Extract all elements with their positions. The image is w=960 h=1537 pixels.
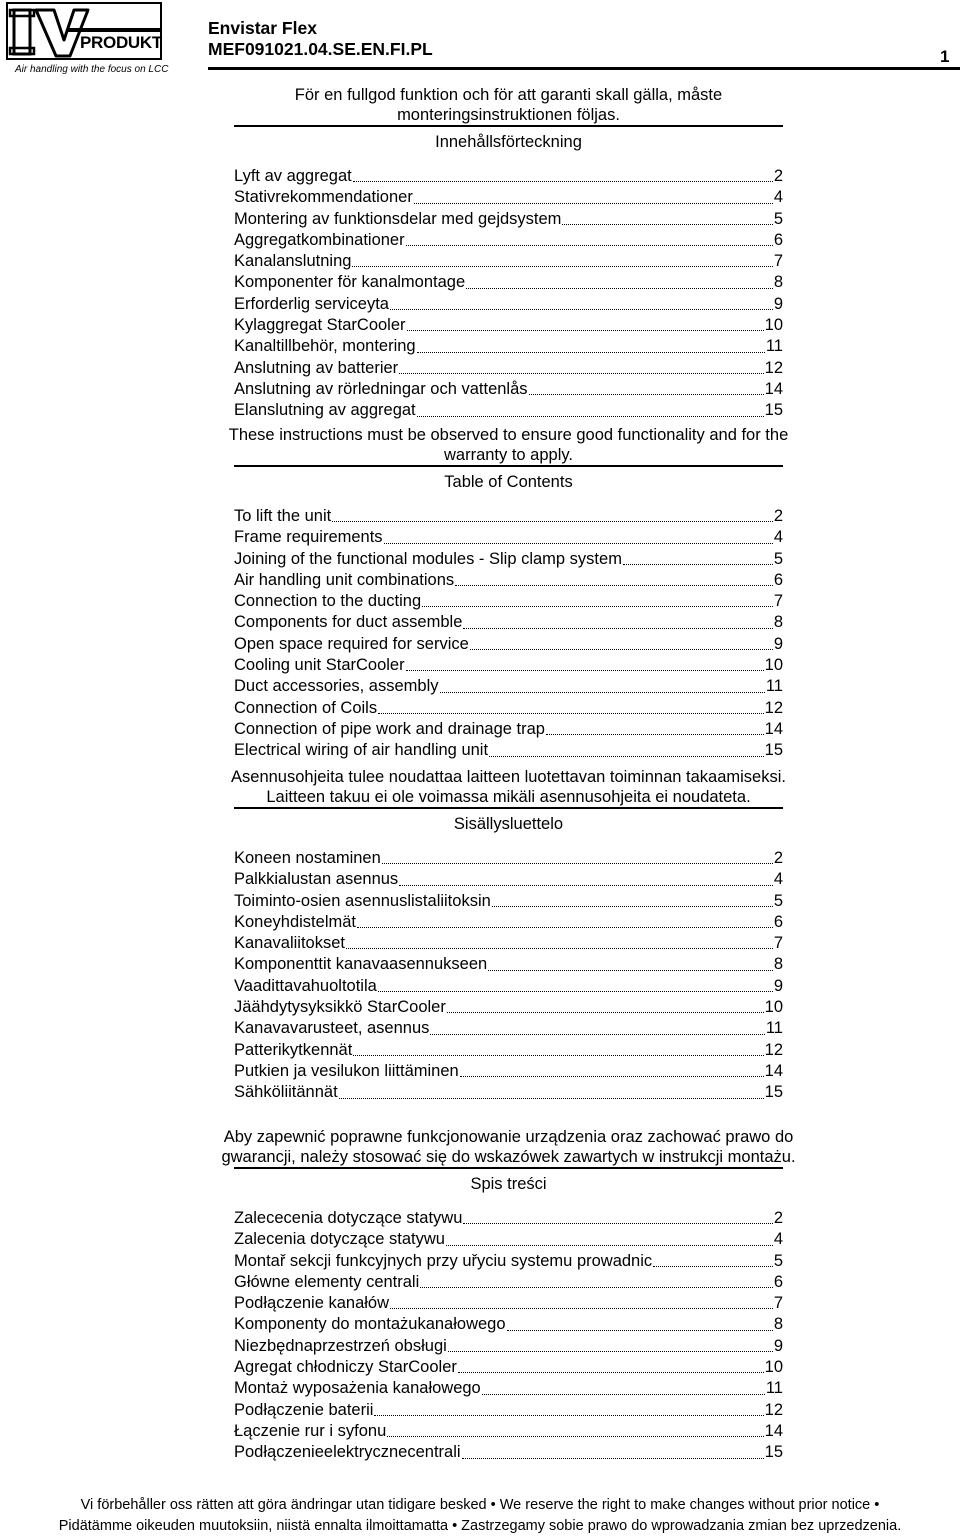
toc-leader-dots (440, 691, 765, 693)
toc-leader-dots (489, 755, 764, 757)
toc-leader-dots (488, 969, 773, 971)
toc-entry (234, 954, 783, 975)
toc-entry-page: 10 (764, 998, 783, 1017)
toc-leader-dots (463, 627, 772, 629)
toc-leader-dots (446, 1244, 773, 1246)
toc-leader-dots (562, 223, 772, 225)
toc-entry (234, 549, 783, 570)
company-logo (6, 2, 169, 76)
toc-entry-page: 7 (773, 592, 783, 611)
section-intro: These instructions must be observed to ensure good functionality and for the warranty to apply. (228, 426, 789, 464)
toc-entry (234, 1251, 783, 1272)
toc-entry-page: 15 (764, 741, 783, 760)
toc-entry-page: 12 (764, 1400, 783, 1419)
toc-leader-dots (374, 1414, 763, 1416)
toc-entry-title: Duct accessories, assembly (234, 677, 439, 696)
toc-entry-page: 12 (764, 358, 783, 377)
toc-entry (234, 655, 783, 676)
toc-entry-title: Anslutning av batterier (234, 358, 399, 377)
toc-entry (234, 1400, 783, 1421)
toc-leader-dots (382, 862, 773, 864)
toc-list (234, 1208, 783, 1464)
toc-entry (234, 1336, 783, 1357)
toc-entry (234, 612, 783, 633)
toc-entry-page: 10 (764, 656, 783, 675)
toc-entry (234, 891, 783, 912)
logo-brand-text: PRODUKT (80, 33, 162, 52)
toc-entry-title: Toiminto-osien asennuslistaliitoksin (234, 891, 491, 910)
iv-logo-graphic (6, 2, 162, 62)
toc-leader-dots (546, 733, 764, 735)
toc-leader-dots (447, 1011, 764, 1013)
toc-entry-page: 6 (773, 912, 783, 931)
toc-leader-dots (458, 1371, 764, 1373)
toc-leader-dots (430, 1033, 764, 1035)
toc-entry (234, 848, 783, 869)
toc-entry-title: Kanalanslutning (234, 252, 352, 271)
toc-entry-title: Zalecenia dotyczące statywu (234, 1230, 445, 1249)
toc-entry-title: Vaadittavahuoltotila (234, 976, 377, 995)
toc-entry-title: Lyft av aggregat (234, 167, 352, 185)
toc-leader-dots (346, 947, 773, 949)
toc-entry (234, 869, 783, 890)
toc-entry (234, 506, 783, 527)
toc-entry (234, 698, 783, 719)
toc-entry-title: Connection of Coils (234, 698, 378, 717)
toc-entry (234, 166, 783, 187)
toc-entry-page: 10 (764, 316, 783, 335)
toc-leader-dots (353, 1054, 763, 1056)
toc-entry-page: 9 (773, 294, 783, 313)
toc-entry-page: 5 (773, 891, 783, 910)
toc-entry-title: Główne elementy centrali (234, 1272, 420, 1291)
toc-entry-page: 4 (773, 870, 783, 889)
toc-entry (234, 1040, 783, 1061)
toc-leader-dots (529, 393, 764, 395)
toc-entry (234, 294, 783, 315)
page-number: 1 (940, 47, 950, 66)
toc-leader-dots (417, 351, 765, 353)
toc-entry-title: Joining of the functional modules - Slip clamp system (234, 549, 622, 568)
toc-entry-page: 11 (765, 1379, 783, 1398)
footer (0, 1495, 960, 1537)
toc-entry-title: Koneen nostaminen (234, 849, 381, 867)
toc-entry-page: 4 (773, 1230, 783, 1249)
toc-entry-title: Connection of pipe work and drainage trap (234, 719, 545, 738)
toc-entry-page: 2 (773, 849, 783, 867)
toc-entry (234, 1421, 783, 1442)
toc-entry (234, 1378, 783, 1399)
toc-entry-title: Niezbędnaprzestrzeń obsługi (234, 1336, 447, 1355)
toc-entry-title: Stativrekommendationer (234, 188, 413, 207)
toc-leader-dots (357, 926, 773, 928)
toc-title (234, 807, 783, 834)
toc-title (234, 465, 783, 492)
toc-entry (234, 570, 783, 591)
toc-entry (234, 400, 783, 421)
toc-entry-page: 5 (773, 549, 783, 568)
section-polish (221, 1127, 796, 1464)
footer-line-2: Pidätämme oikeuden muutoksiin, niistä ennalta ilmoittamatta • Zastrzegamy sobie prawo do wprowadzania zmian bez uprzedzenia. (58, 1518, 902, 1534)
toc-leader-dots (378, 990, 773, 992)
toc-entry (234, 1208, 783, 1229)
section-english (228, 425, 789, 762)
toc-leader-dots (463, 1222, 772, 1224)
section-intro: Aby zapewnić poprawne funkcjonowanie urządzenia oraz zachować prawo do gwarancji, należy stosować się do wskazówek zawartych w instrukcji montażu. (221, 1128, 796, 1166)
section-swedish (234, 85, 783, 422)
toc-entry (234, 634, 783, 655)
toc-entry (234, 976, 783, 997)
footer-line-1: Vi förbehåller oss rätten att göra ändringar utan tidigare besked • We reserve the right to make changes without prior notice • (80, 1497, 880, 1513)
toc-leader-dots (653, 1265, 773, 1267)
toc-leader-dots (378, 712, 764, 714)
toc-entry-title: Kanavaliitokset (234, 934, 345, 953)
toc-entry-title: Koneyhdistelmät (234, 912, 356, 931)
toc-entry (234, 1229, 783, 1250)
toc-leader-dots (455, 584, 773, 586)
toc-entry-page: 15 (764, 1443, 783, 1462)
toc-entry (234, 719, 783, 740)
toc-entry-title: Erforderlig serviceyta (234, 294, 389, 313)
toc-entry-page: 7 (773, 934, 783, 953)
toc-entry (234, 591, 783, 612)
toc-entry (234, 676, 783, 697)
toc-entry-title: Anslutning av rörledningar och vattenlås (234, 379, 528, 398)
toc-entry-page: 14 (764, 379, 783, 398)
toc-entry-title: Putkien ja vesilukon liittäminen (234, 1061, 459, 1080)
toc-entry-title: Podłączenieelektrycznecentrali (234, 1443, 461, 1462)
toc-entry-page: 5 (773, 209, 783, 228)
toc-leader-dots (353, 180, 773, 182)
toc-list (234, 166, 783, 422)
toc-entry (234, 1314, 783, 1335)
toc-entry-title: Sähköliitännät (234, 1083, 338, 1102)
toc-entry-page: 14 (764, 1421, 783, 1440)
toc-leader-dots (460, 1075, 764, 1077)
toc-title (234, 125, 783, 152)
toc-entry-page: 6 (773, 570, 783, 589)
toc-entry-page: 11 (765, 337, 783, 356)
toc-entry-page: 14 (764, 1061, 783, 1080)
toc-entry-page: 7 (773, 1294, 783, 1313)
toc-entry-title: To lift the unit (234, 507, 332, 525)
toc-leader-dots (507, 1329, 773, 1331)
toc-leader-dots (462, 1457, 764, 1459)
toc-entry (234, 336, 783, 357)
section-intro: För en fullgod funktion och för att garanti skall gälla, måste monteringsinstruktionen följas. (294, 86, 723, 124)
toc-list (234, 506, 783, 762)
toc-leader-dots (332, 520, 773, 522)
toc-entry (234, 358, 783, 379)
toc-leader-dots (482, 1393, 765, 1395)
toc-entry-title: Montař sekcji funkcyjnych przy uřyciu systemu prowadnic (234, 1251, 653, 1270)
toc-entry (234, 1357, 783, 1378)
toc-entry (234, 209, 783, 230)
toc-entry (234, 740, 783, 761)
document-title-code: MEF091021.04.SE.EN.FI.PL (208, 39, 433, 59)
document-title-product: Envistar Flex (208, 18, 317, 38)
toc-entry (234, 1018, 783, 1039)
toc-entry (234, 1061, 783, 1082)
toc-leader-dots (407, 329, 764, 331)
header-divider (208, 67, 960, 70)
toc-entry-page: 4 (773, 188, 783, 207)
toc-entry-page: 7 (773, 252, 783, 271)
toc-entry-page: 2 (773, 507, 783, 525)
toc-entry-page: 6 (773, 230, 783, 249)
toc-entry-title: Elanslutning av aggregat (234, 401, 416, 420)
toc-entry-title: Podłączenie baterii (234, 1400, 374, 1419)
toc-entry (234, 272, 783, 293)
toc-entry-title: Kanavavarusteet, asennus (234, 1019, 430, 1038)
toc-title (234, 1167, 783, 1194)
toc-leader-dots (399, 372, 763, 374)
toc-entry-title: Connection to the ducting (234, 592, 422, 611)
toc-entry-page: 15 (764, 401, 783, 420)
toc-entry (234, 912, 783, 933)
toc-title-text: Sisällysluettelo (453, 815, 564, 833)
toc-leader-dots (417, 415, 764, 417)
toc-leader-dots (352, 265, 772, 267)
toc-leader-dots (448, 1350, 773, 1352)
toc-entry-title: Zalececenia dotyczące statywu (234, 1209, 463, 1227)
toc-entry-title: Frame requirements (234, 528, 383, 547)
toc-entry-title: Kanaltillbehör, montering (234, 337, 416, 356)
toc-entry-title: Air handling unit combinations (234, 570, 455, 589)
toc-entry-page: 8 (773, 273, 783, 292)
toc-leader-dots (406, 669, 764, 671)
toc-leader-dots (390, 308, 773, 310)
toc-leader-dots (399, 884, 773, 886)
toc-title-text: Table of Contents (444, 473, 573, 491)
toc-leader-dots (470, 648, 773, 650)
toc-entry (234, 379, 783, 400)
toc-entry-page: 6 (773, 1272, 783, 1291)
toc-leader-dots (422, 605, 773, 607)
toc-entry (234, 1272, 783, 1293)
toc-entry-title: Patterikytkennät (234, 1040, 353, 1059)
toc-entry (234, 230, 783, 251)
toc-title-text: Spis treści (470, 1175, 547, 1193)
toc-entry-page: 14 (764, 719, 783, 738)
toc-entry-title: Aggregatkombinationer (234, 230, 405, 249)
toc-entry (234, 933, 783, 954)
toc-leader-dots (387, 1435, 763, 1437)
toc-entry (234, 1082, 783, 1103)
toc-entry-title: Montering av funktionsdelar med gejdsystem (234, 209, 562, 228)
toc-entry-title: Open space required for service (234, 634, 469, 653)
toc-entry (234, 1293, 783, 1314)
toc-leader-dots (492, 905, 773, 907)
toc-entry-page: 9 (773, 1336, 783, 1355)
toc-entry-page: 9 (773, 976, 783, 995)
toc-entry (234, 997, 783, 1018)
toc-entry-title: Jäähdytysyksikkö StarCooler (234, 998, 446, 1017)
toc-entry-page: 12 (764, 1040, 783, 1059)
toc-entry-page: 10 (764, 1358, 783, 1377)
document-title (208, 18, 433, 60)
toc-leader-dots (414, 202, 773, 204)
toc-leader-dots (420, 1286, 773, 1288)
toc-entry-page: 8 (773, 955, 783, 974)
toc-entry-title: Kylaggregat StarCooler (234, 316, 406, 335)
toc-entry-title: Komponenttit kanavaasennukseen (234, 955, 488, 974)
toc-entry-title: Podłączenie kanałów (234, 1294, 390, 1313)
toc-entry-title: Łączenie rur i syfonu (234, 1421, 387, 1440)
toc-entry-page: 11 (765, 677, 783, 696)
logo-tagline: Air handling with the focus on LCC (15, 64, 169, 75)
toc-entry-page: 9 (773, 634, 783, 653)
toc-entry-page: 15 (764, 1083, 783, 1102)
toc-entry-page: 2 (773, 167, 783, 185)
toc-entry-page: 12 (764, 698, 783, 717)
toc-entry (234, 527, 783, 548)
toc-entry-title: Electrical wiring of air handling unit (234, 741, 489, 760)
toc-entry-title: Components for duct assemble (234, 613, 463, 632)
toc-leader-dots (466, 287, 773, 289)
toc-leader-dots (390, 1307, 773, 1309)
toc-entry-page: 11 (765, 1019, 783, 1038)
toc-entry (234, 315, 783, 336)
toc-entry-title: Montaż wyposażenia kanałowego (234, 1379, 481, 1398)
toc-entry (234, 251, 783, 272)
toc-leader-dots (406, 244, 773, 246)
toc-entry-page: 2 (773, 1209, 783, 1227)
toc-entry-page: 8 (773, 613, 783, 632)
toc-entry (234, 1442, 783, 1463)
toc-entry-title: Cooling unit StarCooler (234, 656, 405, 675)
toc-entry-title: Agregat chłodniczy StarCooler (234, 1358, 457, 1377)
toc-entry-title: Komponenter för kanalmontage (234, 273, 466, 292)
toc-entry-title: Komponenty do montażukanałowego (234, 1315, 506, 1334)
section-intro: Asennusohjeita tulee noudattaa laitteen luotettavan toiminnan takaamiseksi. Laitteen takuu ei ole voimassa mikäli asennusohjeita ei noudateta. (231, 768, 786, 806)
toc-entry (234, 187, 783, 208)
toc-list (234, 848, 783, 1104)
toc-leader-dots (384, 542, 773, 544)
toc-entry-page: 4 (773, 528, 783, 547)
toc-leader-dots (339, 1097, 764, 1099)
toc-title-text: Innehållsförteckning (435, 133, 582, 151)
section-finnish (231, 767, 786, 1104)
toc-leader-dots (623, 563, 773, 565)
toc-entry-page: 8 (773, 1315, 783, 1334)
toc-entry-title: Palkkialustan asennus (234, 870, 399, 889)
toc-entry-page: 5 (773, 1251, 783, 1270)
